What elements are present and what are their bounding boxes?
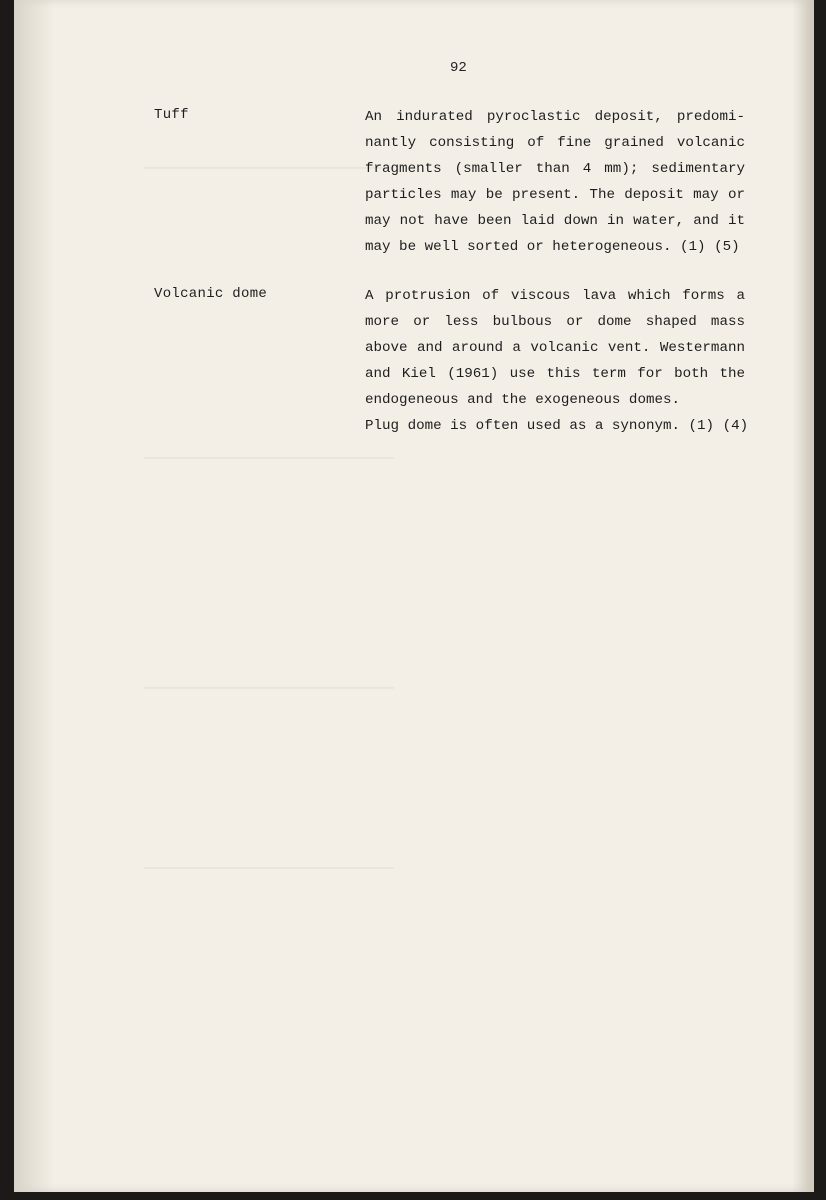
definition-line: A protrusion of viscous lava which forms a [365,288,745,304]
definition-line: nantly consisting of fine grained volcanic [365,135,745,151]
show-through: ──────────────────────────────── [144,680,394,695]
definition-line: fragments (smaller than 4 mm); sedimentary [365,161,745,177]
definition-line: may not have been laid down in water, and it [365,213,745,229]
entry-term: Volcanic dome [154,286,268,302]
definition-line: above and around a volcanic vent. Westermann [365,340,745,356]
definition-line: may be well sorted or heterogeneous. (1) (5) [365,239,740,255]
show-through: ──────────────────────────────── [144,450,394,465]
definition-line: endogeneous and the exogeneous domes. [365,392,681,408]
show-through: ──────────────────────────────── [144,160,394,175]
definition-line: particles may be present. The deposit may or [365,187,745,203]
definition-line: An indurated pyroclastic deposit, predomi- [365,109,745,125]
definition-line: more or less bulbous or dome shaped mass [365,314,745,330]
entry-term: Tuff [154,107,189,123]
definition-line: Plug dome is often used as a synonym. (1) (4) [365,418,749,434]
definition-line: and Kiel (1961) use this term for both the [365,366,745,382]
page-edge-shadow [792,0,814,1192]
entry-definition [365,283,749,439]
show-through: ──────────────────────────────── [144,860,394,875]
entry-definition [365,104,745,260]
page-number: 92 [450,60,467,76]
document-page [14,0,814,1192]
page-gutter-shadow [14,0,54,1192]
